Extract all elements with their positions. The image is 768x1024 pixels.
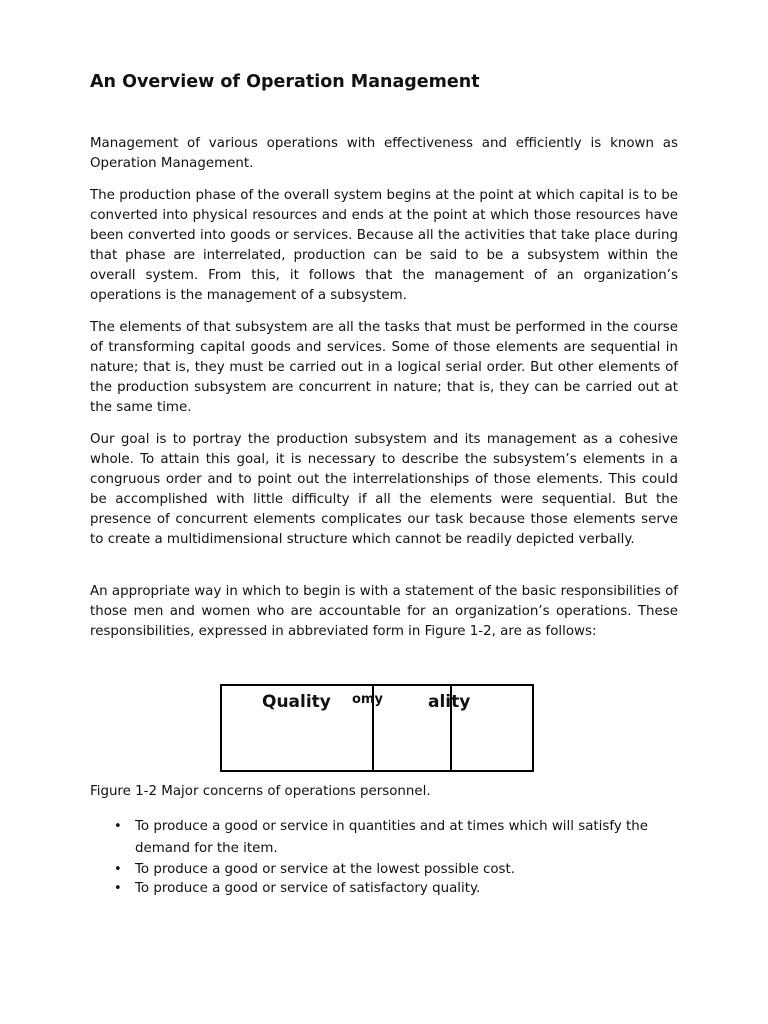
- bullet-glyph: •: [114, 862, 122, 877]
- figure-caption: Figure 1-2 Major concerns of operations personnel.: [90, 784, 431, 799]
- list-item-text: To produce a good or service of satisfactory quality.: [135, 881, 481, 896]
- list-item: [90, 879, 675, 898]
- figure-1-2: [220, 684, 534, 772]
- paragraph-4: Our goal is to portray the production subsystem and its management as a cohesive whole. To attain this goal, it is necessary to describe the subsystem’s elements in a congruous order and to point out the interrelationships of those elements. This could be accomplished with little difficulty if all the elements were sequential. But the presence of concurrent elements complicates our task because those elements serve to create a multidimensional structure which cannot be readily depicted verbally.: [90, 432, 678, 547]
- document-title: An Overview of Operation Management: [90, 72, 480, 92]
- list-item: [90, 816, 675, 860]
- paragraph-3: The elements of that subsystem are all the tasks that must be performed in the course of transforming capital goods and services. Some of those elements are sequential in nature; that is, they must be carried out in a logical serial order. But other elements of the production subsystem are concurrent in nature; that is, they can be carried out at the same time.: [90, 320, 678, 415]
- list-item-text: To produce a good or service in quantities and at times which will satisfy the demand for the item.: [135, 819, 648, 856]
- list-item-text: To produce a good or service at the lowest possible cost.: [135, 862, 516, 877]
- list-item: [90, 860, 675, 879]
- paragraph-5: An appropriate way in which to begin is with a statement of the basic responsibilities of those men and women who are accountable for an organization’s operations. These responsibilities, expressed in abbreviated form in Figure 1-2, are as follows:: [90, 584, 678, 639]
- figure-label-quality-2: ality: [428, 692, 471, 712]
- figure-label-economy: omy: [352, 692, 383, 707]
- paragraph-1: Management of various operations with effectiveness and efficiently is known as Operation Management.: [90, 136, 678, 171]
- figure-label-quality: Quality: [262, 692, 331, 712]
- paragraph-2: The production phase of the overall system begins at the point at which capital is to be converted into physical resources and ends at the point at which those resources have been converted into goods or services. Because all the activities that take place during that phase are interrelated, production can be said to be a subsystem within the overall system. From this, it follows that the management of an organization’s operations is the management of a subsystem.: [90, 188, 678, 303]
- bullet-glyph: •: [114, 819, 122, 834]
- bullet-glyph: •: [114, 881, 122, 896]
- responsibility-list: [90, 816, 678, 898]
